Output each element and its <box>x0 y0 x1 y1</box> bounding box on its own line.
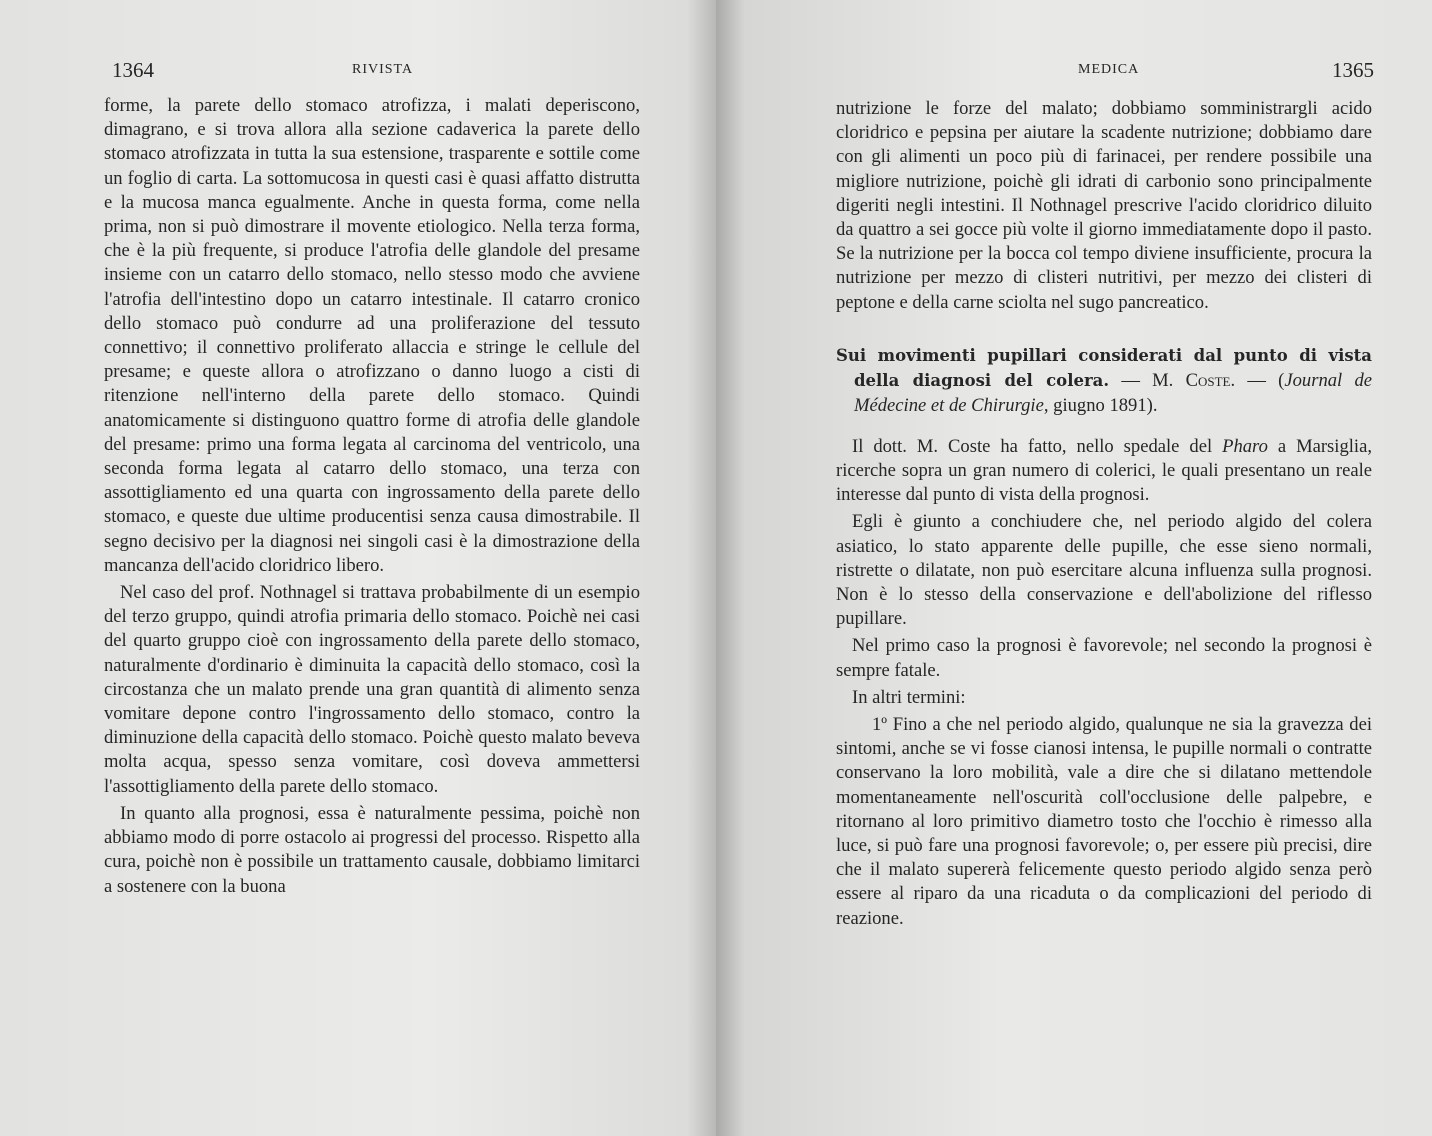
article-heading <box>836 343 1372 418</box>
page-number: 1365 <box>1332 58 1374 82</box>
heading-separator: — M. <box>1109 369 1186 391</box>
paragraph-text: Il dott. M. Coste ha fatto, nello spedale del <box>852 435 1223 457</box>
right-page <box>716 0 1432 1136</box>
enumerated-paragraph: 1º Fino a che nel periodo algido, qualunque ne sia la gravezza dei sintomi, anche se vi fosse cianosi intensa, le pupille normali o contratte conservano la loro mobilità, vale a dire che si dilatano mettendole momentaneamente nell'oscurità coll'occlusione delle palpebre, e ritornano al loro primitivo diametro tosto che l'occhio è rimesso alla luce, si può fare una prognosi favorevole; o, per essere più precisi, dire che il malato supererà felicemente questo periodo algido senza però essere al riparo da una ricaduta o da complicazioni del periodo di reazione. <box>836 714 1372 929</box>
running-head: RIVISTA <box>352 62 414 77</box>
body-text <box>104 94 640 899</box>
article-title: Sui movimenti pupillari considerati dal punto di vista della diagnosi del colera. <box>836 345 1372 390</box>
journal-name: Journal de Médecine et de Chirurgie <box>854 369 1372 416</box>
body-text <box>836 97 1372 931</box>
place-name: Pharo <box>1222 435 1268 457</box>
article-author: Coste <box>1185 369 1231 391</box>
heading-separator: . — ( <box>1230 369 1285 391</box>
paragraph: In altri termini: <box>852 686 966 708</box>
paragraph: Nel caso del prof. Nothnagel si trattava probabilmente di un esempio del terzo gruppo, quindi atrofia primaria dello stomaco. Poichè nei casi del quarto gruppo cioè con ingrossamento della parete dello stomaco, naturalmente d'ordinario è diminuita la capacità dello stomaco, così la circostanza che un malato prende una gran quantità di alimento senza vomitare depone contro l'ingrossamento dello stomaco, contro la diminuzione della capacità dello stomaco. Poichè questo malato beveva molta acqua, spesso senza vomitare, così doveva ammettersi l'assottigliamento della parete dello stomaco. <box>104 582 640 797</box>
paragraph <box>836 435 1372 508</box>
paragraph: Nel primo caso la prognosi è favorevole; nel secondo la prognosi è sempre fatale. <box>836 635 1372 681</box>
journal-date: , giugno 1891). <box>1043 394 1158 416</box>
paragraph: Egli è giunto a conchiudere che, nel periodo algido del colera asiatico, lo stato apparente delle pupille, che esse sieno normali, ristrette o dilatate, non può esercitare alcuna influenza sulla prognosi. Non è lo stesso della conservazione e dell'abolizione del riflesso pupillare. <box>836 511 1372 630</box>
paragraph: forme, la parete dello stomaco atrofizza, i malati deperiscono, dimagrano, e si trova allora alla sezione cadaverica la parete dello stomaco atrofizzata in tutta la sua estensione, trasparente e sottile come un foglio di carta. La sottomucosa in questi casi è quasi affatto distrutta e la mucosa manca egualmente. Anche in questa forma, come nella prima, non si può dimostrare il movente etiologico. Nella terza forma, che è la più frequente, si produce l'atrofia delle glandole del presame insieme con un catarro dello stomaco, nello stesso modo che avviene l'atrofia dell'intestino dopo un catarro intestinale. Il catarro cronico dello stomaco può condurre ad una proliferazione del tessuto connettivo; il connettivo proliferato allaccia e stringe le cellule del presame; e queste allora o atrofizzano o danno luogo a cisti di ritenzione nell'interno della parete dello stomaco. Quindi anatomicamente si distinguono quattro forme di atrofia delle glandole del presame: primo una forma legata al carcinoma del ventricolo, una seconda forma legata al catarro dello stomaco, una terza con assottigliamento ed una quarta con ingrossamento della parete dello stomaco, e queste due ultime producentisi senza causa dimostrabile. Il segno decisivo per la diagnosi nei singoli casi è la dimostrazione della mancanza dell'acido cloridrico libero. <box>104 95 640 576</box>
paragraph: In quanto alla prognosi, essa è naturalmente pessima, poichè non abbiamo modo di porre ostacolo ai progressi del processo. Rispetto alla cura, poichè non è possibile un trattamento causale, dobbiamo limitarci a sostenere con la buona <box>104 802 640 897</box>
paragraph: nutrizione le forze del malato; dobbiamo somministrargli acido cloridrico e pepsina per aiutare la scadente nutrizione; dobbiamo dare con gli alimenti un poco più di farinacei, per rendere possibile una migliore nutrizione, poichè gli idrati di carbonio sono principalmente digeriti negli intestini. Il Nothnagel prescrive l'acido cloridrico diluito da quattro a sei gocce più volte il giorno immediatamente dopo il pasto. Se la nutrizione per la bocca col tempo diviene insufficiente, procura la nutrizione per mezzo di clisteri nutritivi, per mezzo dei clisteri di peptone e della carne sciolta nel sugo pancreatico. <box>836 98 1372 313</box>
page-number: 1364 <box>112 58 154 82</box>
paragraph-text: a Marsiglia, ricerche sopra un gran numero di colerici, le quali presentano un reale interesse dal punto di vista della prognosi. <box>836 435 1372 506</box>
running-head: MEDICA <box>1078 62 1140 77</box>
